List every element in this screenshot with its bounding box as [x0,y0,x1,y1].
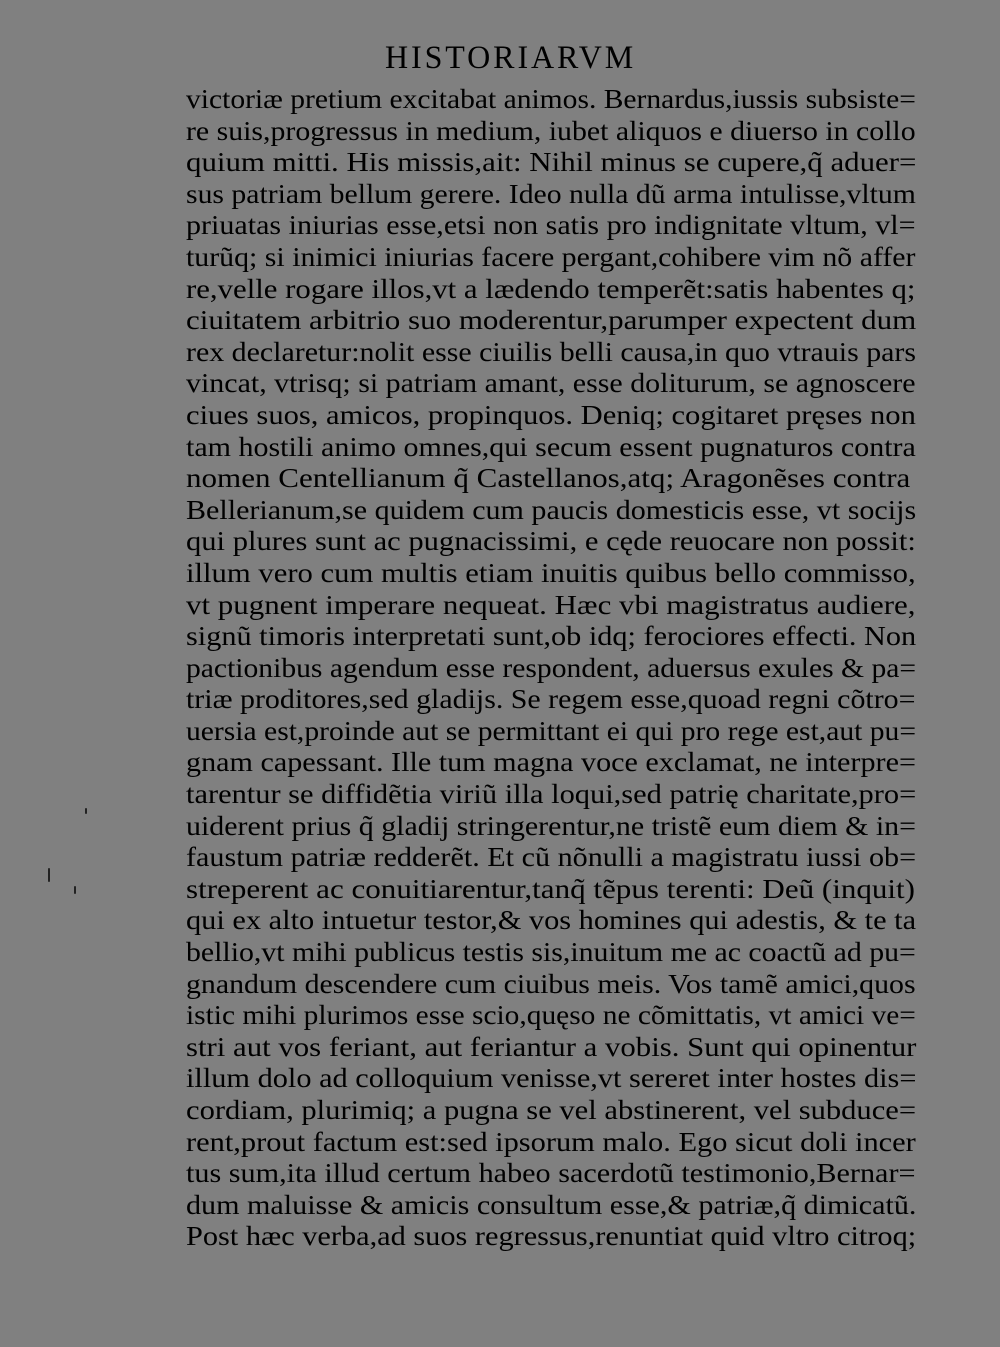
text-line: Bellerianum,se quidem cum paucis domesticis esse, vt socijs [186,494,917,525]
text-line: ciues suos, amicos, propinquos. Deniq; cogitaret pręses non [186,399,916,430]
text-line: qui plures sunt ac pugnacissimi, e cęde reuocare non possit: [186,526,916,557]
text-line: bellio,vt mihi publicus testis sis,inuitum me ac coactũ ad pu= [186,937,916,968]
text-line: gnandum descendere cum ciuibus meis. Vos tamẽ amici,quos [186,968,916,999]
text-line: triæ proditores,sed gladijs. Se regem esse,quoad regni cõtro= [186,684,916,715]
text-line: streperent ac conuitiarentur,tanq̃ tẽpus terenti: Deũ (inquit) [186,873,916,904]
text-line: turũq; si inimici iniurias facere pergant,cohibere vim nõ affer [186,241,916,272]
text-line: uiderent prius q̃ gladij stringerentur,ne tristẽ eum diem & in= [186,810,916,841]
text-line: tus sum,ita illud certum habeo sacerdotũ testimonio,Bernar= [186,1158,916,1189]
text-line: tarentur se diffidẽtia viriũ illa loqui,sed patrię charitate,pro= [186,779,917,810]
text-line: rex declaretur:nolit esse ciuilis belli causa,in quo vtrauis pars [186,336,917,367]
text-line: victoriæ pretium excitabat animos. Bernardus,iussis subsiste= [186,84,916,114]
text-line: vt pugnent imperare nequeat. Hæc vbi magistratus audiere, [186,589,916,620]
text-line: ciuitatem arbitrio suo moderentur,parumper expectent dum [186,305,917,336]
text-line: re suis,progressus in medium, iubet aliquos e diuerso in collo [186,115,916,146]
text-line: Post hæc verba,ad suos regressus,renuntiat quid vltro citroq; [186,1221,917,1252]
text-line: uersia est,proinde aut se permittant ei qui pro rege est,aut pu= [186,715,917,746]
text-line: quium mitti. His missis,ait: Nihil minus se cupere,q̃ aduer= [186,147,917,178]
text-line: sus patriam bellum gerere. Ideo nulla dũ arma intulisse,vltum [186,178,916,209]
text-line: stri aut vos feriant, aut feriantur a vobis. Sunt qui opinentur [186,1031,917,1062]
print-speck [74,886,76,894]
body-text [186,84,926,1253]
text-line: priuatas iniurias esse,etsi non satis pro indignitate vltum, vl= [186,210,916,241]
text-line: istic mihi plurimos esse scio,quęso ne cõmittatis, vt amici ve= [186,1000,916,1031]
text-line: signũ timoris interpretati sunt,ob idq; ferociores effecti. Non [186,621,917,652]
print-speck [85,808,87,814]
print-speck [48,868,50,882]
text-line: pactionibus agendum esse respondent, aduersus exules & pa= [186,652,917,683]
text-line: tam hostili animo omnes,qui secum essent pugnaturos contra [186,431,916,462]
text-line: faustum patriæ redderẽt. Et cũ nõnulli a magistratu iussi ob= [186,842,917,873]
text-line: cordiam, plurimiq; a pugna se vel abstinerent, vel subduce= [186,1095,917,1125]
running-head: HISTORIARVM [385,40,637,76]
text-line: gnam capessant. Ille tum magna voce exclamat, ne interpre= [186,747,916,778]
text-line: vincat, vtrisq; si patriam amant, esse doliturum, se agnoscere [186,368,916,399]
text-line: nomen Centellianum q̃ Castellanos,atq; Aragonẽses contra [186,463,911,494]
text-line: rent,prout factum est:sed ipsorum malo. Ego sicut doli incer [186,1126,916,1157]
text-line: illum vero cum multis etiam inuitis quibus bello commisso, [186,557,916,588]
text-line: qui ex alto intuetur testor,& vos homines qui adestis, & te ta [186,905,917,936]
text-line: dum maluisse & amicis consultum esse,& patriæ,q̃ dimicatũ. [186,1189,917,1220]
text-line: illum dolo ad colloquium venisse,vt sereret inter hostes dis= [186,1063,917,1094]
text-line: re,velle rogare illos,vt a lædendo temperẽt:satis habentes q; [186,273,916,304]
